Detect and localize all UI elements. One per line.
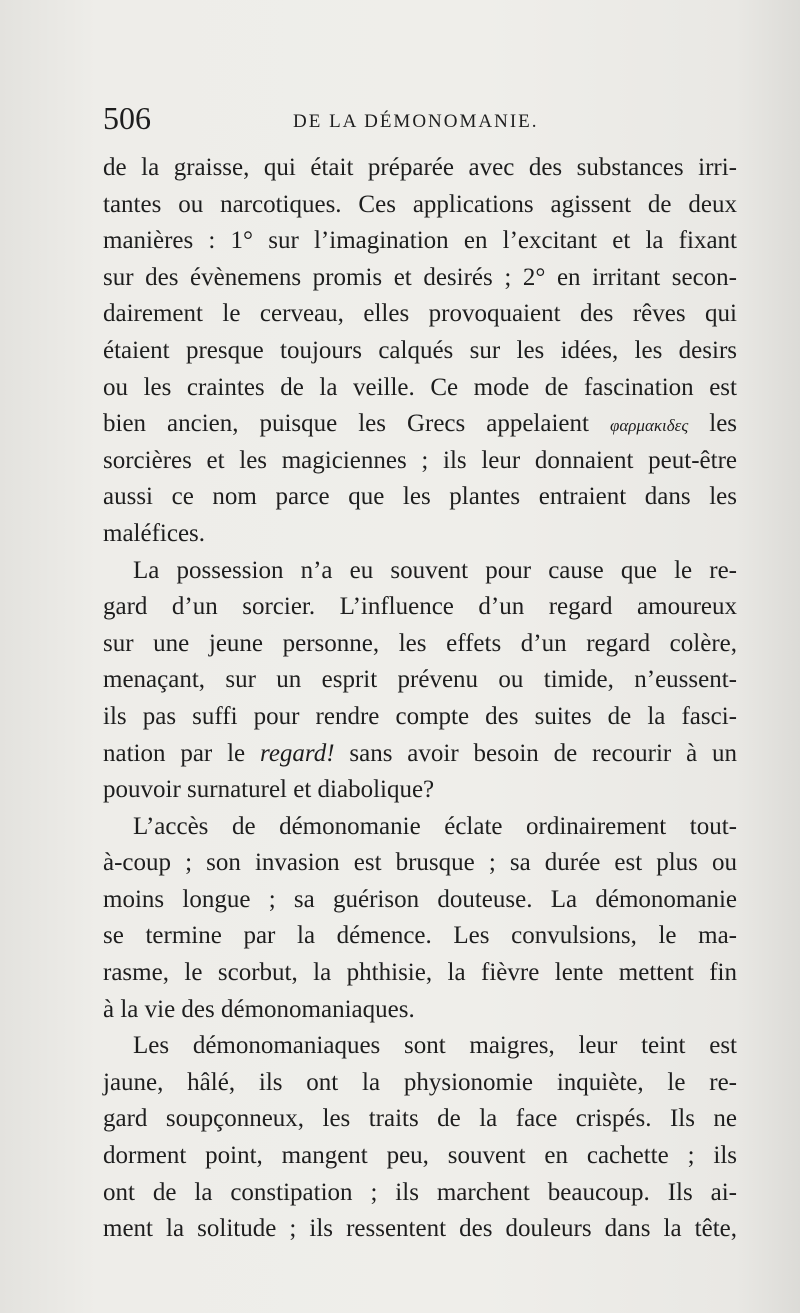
text-segment: sans avoir besoin de recourir à un [349, 739, 738, 767]
text-line: aussi ce nom parce que les plantes entraient dans les [103, 483, 737, 511]
text-line: manières : 1° sur l’imagination en l’excitant et la fixant [103, 227, 737, 255]
text-line: sur des évènemens promis et desirés ; 2° en irritant secon- [103, 263, 737, 291]
text-segment: nation par le [103, 739, 246, 767]
body-text [103, 150, 737, 1248]
text-line: à-coup ; son invasion est brusque ; sa durée est plus ou [103, 849, 737, 877]
text-segment: les [709, 410, 738, 438]
text-line: gard d’un sorcier. L’influence d’un regard amoureux [103, 593, 737, 621]
paragraph-start-line: L’accès de démonomanie éclate ordinairement tout- [133, 812, 737, 840]
text-line: ils pas suffi pour rendre compte des suites de la fasci- [103, 702, 737, 730]
paragraph-start-line: Les démonomaniaques sont maigres, leur teint est [133, 1032, 737, 1060]
text-line: dorment point, mangent peu, souvent en cachette ; ils [103, 1142, 737, 1170]
text-line: de la graisse, qui était préparée avec des substances irri- [103, 154, 737, 181]
page-header [103, 98, 753, 138]
text-line: maléfices. [103, 519, 206, 547]
text-segment: bien ancien, puisque les Grecs appelaient [103, 410, 589, 438]
text-line: pouvoir surnaturel et diabolique? [103, 776, 435, 804]
text-line: sorcières et les magiciennes ; ils leur donnaient peut-être [103, 446, 737, 474]
paragraph-start-line: La possession n’a eu souvent pour cause que le re- [133, 556, 737, 584]
text-line: se termine par la démence. Les convulsions, le ma- [103, 922, 737, 950]
text-line-with-italic [103, 736, 737, 773]
text-line: dairement le cerveau, elles provoquaient des rêves qui [103, 300, 737, 328]
text-line: ment la solitude ; ils ressentent des douleurs dans la tête, [103, 1215, 737, 1243]
text-line: menaçant, sur un esprit prévenu ou timide, n’eussent- [103, 666, 737, 694]
greek-word: φαρμακιδες [609, 416, 689, 436]
text-line: à la vie des démonomaniaques. [103, 995, 415, 1023]
text-line-with-greek [103, 406, 737, 443]
text-line: ou les craintes de la veille. Ce mode de fascination est [103, 373, 737, 401]
text-line: rasme, le scorbut, la phthisie, la fièvre lente mettent fin [103, 959, 737, 987]
running-title: DE LA DÉMONOMANIE. [293, 111, 539, 132]
text-line: sur une jeune personne, les effets d’un regard colère, [103, 629, 737, 657]
text-line: moins longue ; sa guérison douteuse. La démonomanie [103, 885, 737, 913]
text-line: ont de la constipation ; ils marchent beaucoup. Ils ai- [103, 1178, 737, 1206]
text-line: jaune, hâlé, ils ont la physionomie inquiète, le re- [103, 1068, 737, 1096]
italic-word: regard! [260, 739, 335, 767]
text-line: étaient presque toujours calqués sur les idées, les desirs [103, 336, 737, 364]
text-line: tantes ou narcotiques. Ces applications agissent de deux [103, 190, 737, 218]
page-number: 506 [103, 100, 151, 136]
text-line: gard soupçonneux, les traits de la face crispés. Ils ne [103, 1105, 737, 1133]
